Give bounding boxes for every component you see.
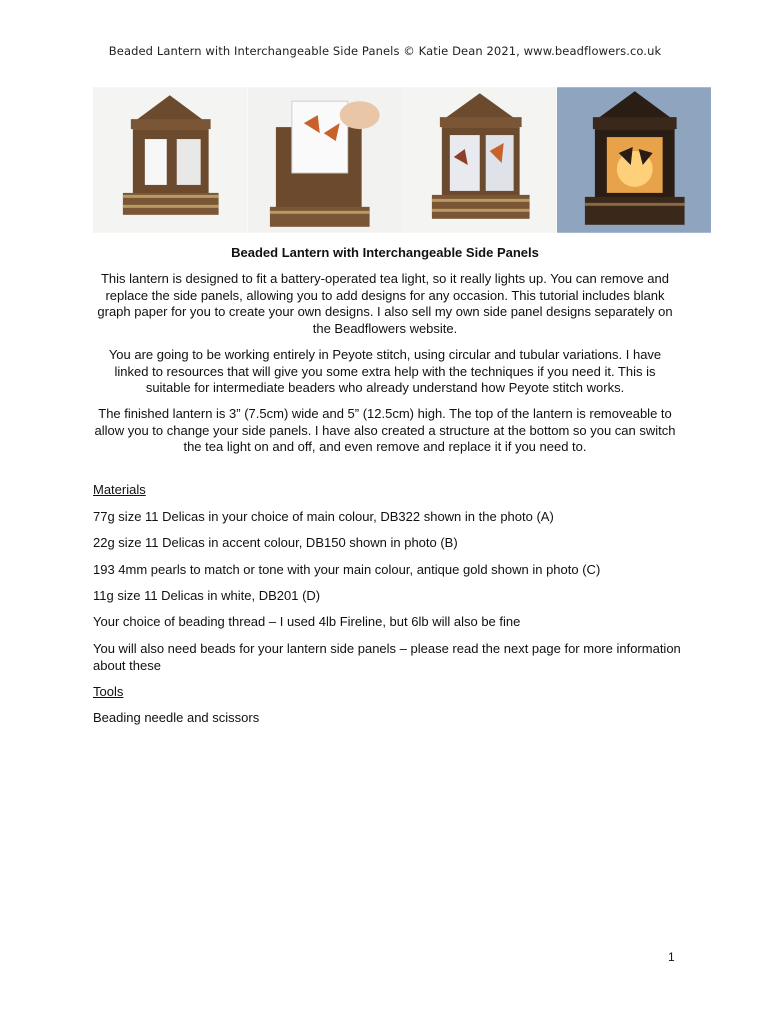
intro-paragraph-3: The finished lantern is 3” (7.5cm) wide and 5” (12.5cm) high. The top of the lantern is removeable to allow you to change your side panels. I have also created a structure at the bottom so you can switch the tea light on and off, and even remove and replace it if you need to. xyxy=(94,406,676,455)
lantern-lit-photo xyxy=(557,87,712,233)
materials-item: 22g size 11 Delicas in accent colour, DB150 shown in photo (B) xyxy=(93,535,458,550)
intro-paragraph-2: You are going to be working entirely in Peyote stitch, using circular and tubular variations. I have linked to resources that will give you some extra help with the techniques if you need it. This is suitable for intermediate beaders who already understand how Peyote stitch works. xyxy=(108,347,662,396)
page-header: Beaded Lantern with Interchangeable Side Panels © Katie Dean 2021, www.beadflowers.co.uk xyxy=(108,44,662,58)
materials-item: You will also need beads for your lantern side panels – please read the next page for more information about these xyxy=(93,641,681,673)
lantern-lit-image xyxy=(557,87,712,233)
page-number: 1 xyxy=(668,950,675,964)
lantern-panel-insert-image xyxy=(248,87,403,233)
tools-heading: Tools xyxy=(93,684,124,699)
tools-item: Beading needle and scissors xyxy=(93,710,260,725)
photo-strip xyxy=(93,87,711,233)
document-title: Beaded Lantern with Interchangeable Side Panels xyxy=(231,245,539,260)
lantern-butterfly-panels-photo xyxy=(402,87,557,233)
materials-item: 193 4mm pearls to match or tone with your main colour, antique gold shown in photo (C) xyxy=(93,562,601,577)
materials-item: Your choice of beading thread – I used 4lb Fireline, but 6lb will also be fine xyxy=(93,614,521,629)
materials-heading: Materials xyxy=(93,482,146,497)
lantern-panel-insert-photo xyxy=(248,87,403,233)
lantern-butterfly-panels-image xyxy=(402,87,557,233)
materials-item: 11g size 11 Delicas in white, DB201 (D) xyxy=(93,588,321,603)
lantern-open-image xyxy=(93,87,248,233)
intro-paragraph-1: This lantern is designed to fit a battery-operated tea light, so it really lights up. You can remove and replace the side panels, allowing you to add designs for any occasion. This tutorial includes blank graph paper for you to create your own designs. I also sell my own side panel designs separately on the Beadflowers website. xyxy=(97,271,673,336)
materials-item: 77g size 11 Delicas in your choice of main colour, DB322 shown in the photo (A) xyxy=(93,509,554,524)
lantern-open-photo xyxy=(93,87,248,233)
